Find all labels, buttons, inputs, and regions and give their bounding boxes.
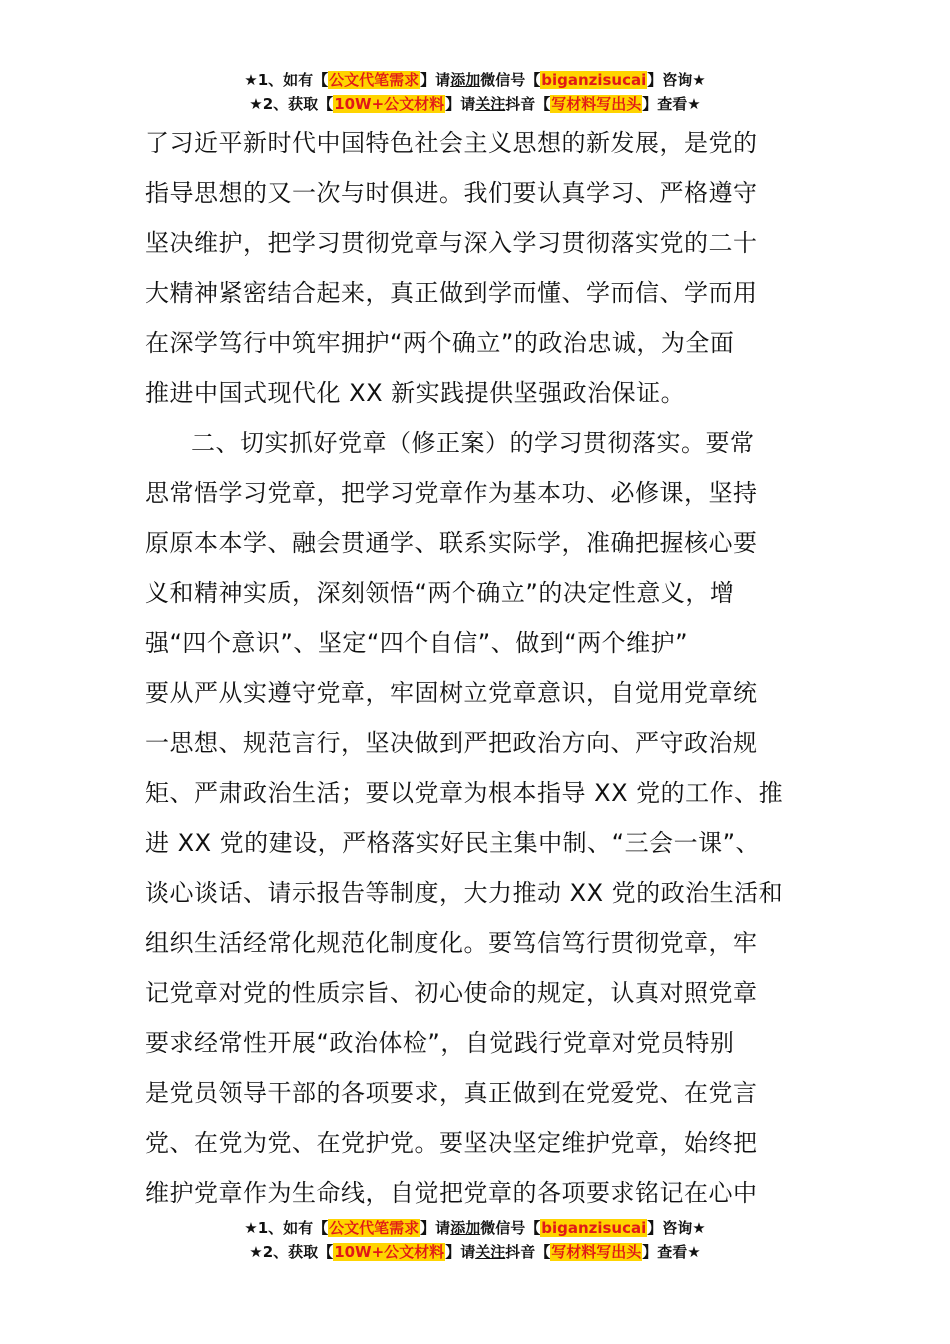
body-line: 要从严从实遵守党章，牢固树立党章意识，自觉用党章统 (145, 679, 758, 707)
body-line: 一思想、规范言行，坚决做到严把政治方向、严守政治规 (145, 729, 758, 757)
body-line: 记党章对党的性质宗旨、初心使命的规定，认真对照党章 (145, 979, 758, 1007)
banner-underlined: 添加 (450, 71, 481, 89)
banner-text: 】咨询★ (647, 71, 706, 89)
banner-text: ★1、如有【 (244, 1219, 329, 1237)
document-body (145, 118, 810, 1218)
banner-text: 微信号【 (480, 71, 541, 89)
body-line: 是党员领导干部的各项要求，真正做到在党爱党、在党言 (145, 1079, 758, 1107)
body-line: 大精神紧密结合起来，真正做到学而懂、学而信、学而用 (145, 279, 758, 307)
banner-text: 】请 (445, 1243, 476, 1261)
banner-text: 】请 (420, 71, 451, 89)
banner-line-1 (0, 68, 950, 92)
highlight-douyin: 写材料写出头 (551, 95, 642, 113)
banner-underlined: 添加 (450, 1219, 481, 1237)
body-line: 要求经常性开展“政治体检”，自觉践行党章对党员特别 (145, 1029, 735, 1057)
banner-text: ★2、获取【 (249, 95, 334, 113)
body-line: 矩、严肃政治生活；要以党章为根本指导 XX 党的工作、推 (145, 779, 784, 807)
header-banner (0, 68, 950, 116)
banner-text: 】请 (420, 1219, 451, 1237)
body-line: 义和精神实质，深刻领悟“两个确立”的决定性意义，增 (145, 579, 735, 607)
banner-underlined: 关注 (475, 95, 506, 113)
section-heading-line: 二、切实抓好党章（修正案）的学习贯彻落实。要常 (191, 429, 755, 457)
banner-text: ★1、如有【 (244, 71, 329, 89)
banner-text: 抖音【 (505, 1243, 551, 1261)
banner-line-1 (0, 1216, 950, 1240)
banner-text: 】请 (445, 95, 476, 113)
highlight-materials: 10W+公文材料 (334, 1243, 445, 1261)
banner-underlined: 关注 (475, 1243, 506, 1261)
body-line: 坚决维护，把学习贯彻党章与深入学习贯彻落实党的二十 (145, 229, 758, 257)
banner-line-2 (0, 1240, 950, 1264)
highlight-service: 公文代笔需求 (329, 1219, 420, 1237)
body-line: 进 XX 党的建设，严格落实好民主集中制、“三会一课”、 (145, 829, 761, 857)
body-line: 组织生活经常化规范化制度化。要笃信笃行贯彻党章，牢 (145, 929, 758, 957)
banner-text: 】查看★ (642, 1243, 701, 1261)
highlight-douyin: 写材料写出头 (551, 1243, 642, 1261)
highlight-materials: 10W+公文材料 (334, 95, 445, 113)
highlight-wechat-id: biganzisucai (541, 71, 647, 89)
body-line: 在深学笃行中筑牢拥护“两个确立”的政治忠诚，为全面 (145, 329, 735, 357)
body-line: 思常悟学习党章，把学习党章作为基本功、必修课，坚持 (145, 479, 758, 507)
banner-text: 】咨询★ (647, 1219, 706, 1237)
banner-text: ★2、获取【 (249, 1243, 334, 1261)
highlight-service: 公文代笔需求 (329, 71, 420, 89)
body-line: 维护党章作为生命线，自觉把党章的各项要求铭记在心中 (145, 1179, 758, 1207)
banner-line-2 (0, 92, 950, 116)
body-line: 指导思想的又一次与时俱进。我们要认真学习、严格遵守 (145, 179, 758, 207)
body-line: 谈心谈话、请示报告等制度，大力推动 XX 党的政治生活和 (145, 879, 784, 907)
body-line: 原原本本学、融会贯通学、联系实际学，准确把握核心要 (145, 529, 758, 557)
banner-text: 抖音【 (505, 95, 551, 113)
highlight-wechat-id: biganzisucai (541, 1219, 647, 1237)
body-line: 党、在党为党、在党护党。要坚决坚定维护党章，始终把 (145, 1129, 758, 1157)
body-line: 了习近平新时代中国特色社会主义思想的新发展，是党的 (145, 129, 758, 157)
banner-text: 】查看★ (642, 95, 701, 113)
banner-text: 微信号【 (480, 1219, 541, 1237)
body-line: 强“四个意识”、坚定“四个自信”、做到“两个维护” (145, 629, 689, 657)
body-line: 推进中国式现代化 XX 新实践提供坚强政治保证。 (145, 379, 686, 407)
footer-banner (0, 1216, 950, 1264)
